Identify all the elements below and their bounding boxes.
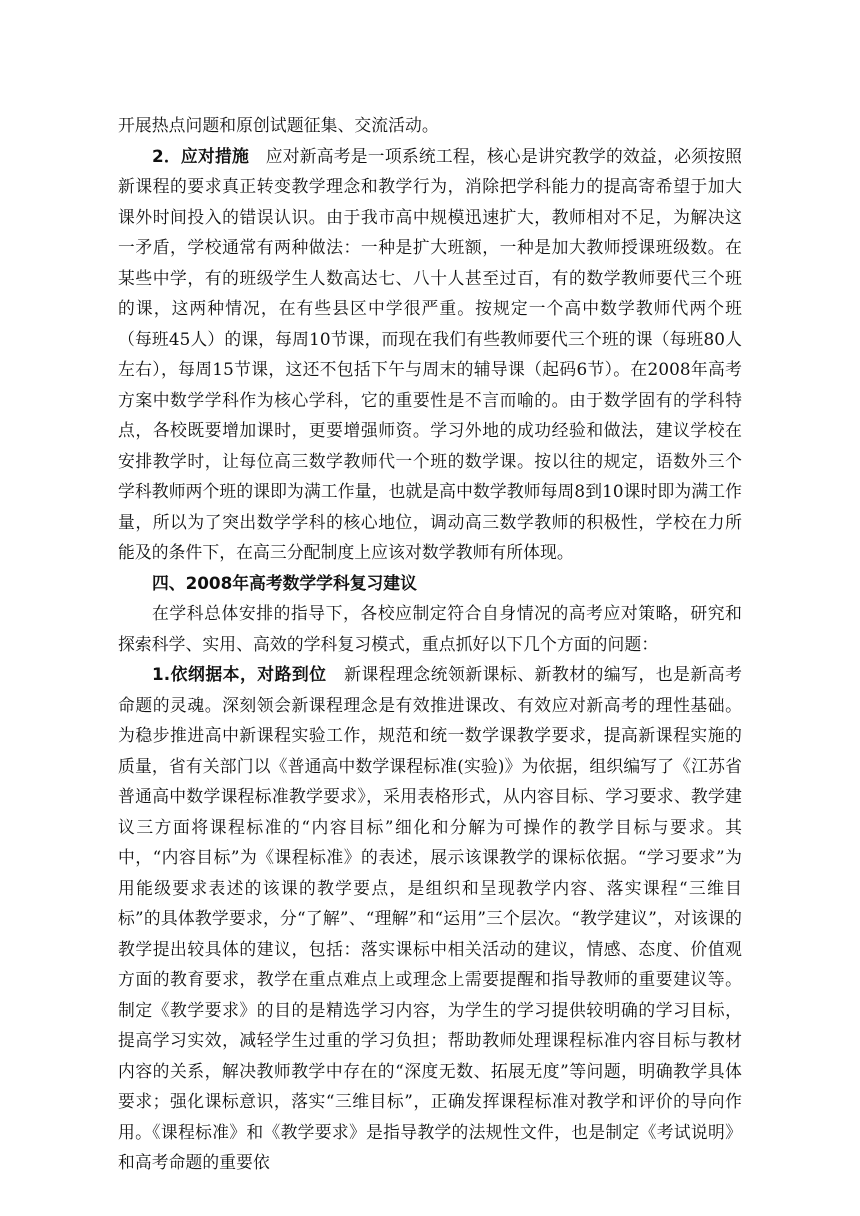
paragraph-countermeasures	[118, 141, 742, 568]
syllabus-heading: 1.依纲据本，对路到位	[152, 664, 327, 684]
countermeasures-body: 应对新高考是一项系统工程，核心是讲究教学的效益，必须按照新课程的要求真正转变教学理念和教学行为，消除把学科能力的提高寄希望于加大课外时间投入的错误认识。由于我市高中规模迅速扩大，教师相对不足，为解决这一矛盾，学校通常有两种做法：一种是扩大班额，一种是加大教师授课班级数。在某些中学，有的班级学生人数高达七、八十人甚至过百，有的数学教师要代三个班的课，这两种情况，在有些县区中学很严重。按规定一个高中数学教师代两个班（每班45人）的课，每周10节课，而现在我们有些教师要代三个班的课（每班80人左右），每周15节课，这还不包括下午与周末的辅导课（起码6节）。在2008年高考方案中数学学科作为核心学科，它的重要性是不言而喻的。由于数学固有的学科特点，各校既要增加课时，更要增强师资。学习外地的成功经验和做法，建议学校在安排教学时，让每位高三数学教师代一个班的数学课。按以往的规定，语数外三个学科教师两个班的课即为满工作量，也就是高中数学教师每周8到10课时即为满工作量，所以为了突出数学学科的核心地位，调动高三数学教师的积极性，学校在力所能及的条件下，在高三分配制度上应该对数学教师有所体现。	[118, 145, 743, 562]
paragraph-intro: 开展热点问题和原创试题征集、交流活动。	[118, 115, 439, 135]
paragraph-syllabus	[118, 659, 742, 1178]
paragraph-section-four-intro: 在学科总体安排的指导下，各校应制定符合自身情况的高考应对策略，研究和探索科学、实用、高效的学科复习模式，重点抓好以下几个方面的问题：	[118, 603, 742, 654]
syllabus-body: 新课程理念统领新课标、新教材的编写，也是新高考命题的灵魂。深刻领会新课程理念是有效推进课改、有效应对新高考的理性基础。为稳步推进高中新课程实验工作，规范和统一数学课教学要求，提高新课程实施的质量，省有关部门以《普通高中数学课程标准(实验)》为依据，组织编写了《江苏省普通高中数学课程标准教学要求》，采用表格形式，从内容目标、学习要求、教学建议三方面将课程标准的“内容目标”细化和分解为可操作的教学目标与要求。其中，“内容目标”为《课程标准》的表述，展示该课教学的课标依据。“学习要求”为用能级要求表述的该课的教学要点，是组织和呈现教学内容、落实课程“三维目标”的具体教学要求，分“了解”、“理解”和“运用”三个层次。“教学建议”，对该课的教学提出较具体的建议，包括：落实课标中相关活动的建议，情感、态度、价值观方面的教育要求，教学在重点难点上或理念上需要提醒和指导教师的重要建议等。制定《教学要求》的目的是精选学习内容，为学生的学习提供较明确的学习目标，提高学习实效，减轻学生过重的学习负担；帮助教师处理课程标准内容目标与教材内容的关系，解决教师教学中存在的“深度无数、拓展无度”等问题，明确教学具体要求；强化课标意识，落实“三维目标”，正确发挥课程标准对教学和评价的导向作用。《课程标准》和《教学要求》是指导教学的法规性文件，也是制定《考试说明》和高考命题的重要依	[118, 664, 742, 1172]
document-page	[118, 110, 742, 1178]
section-four-heading: 四、2008年高考数学学科复习建议	[152, 572, 417, 593]
countermeasures-heading: 2．应对措施	[152, 145, 249, 166]
